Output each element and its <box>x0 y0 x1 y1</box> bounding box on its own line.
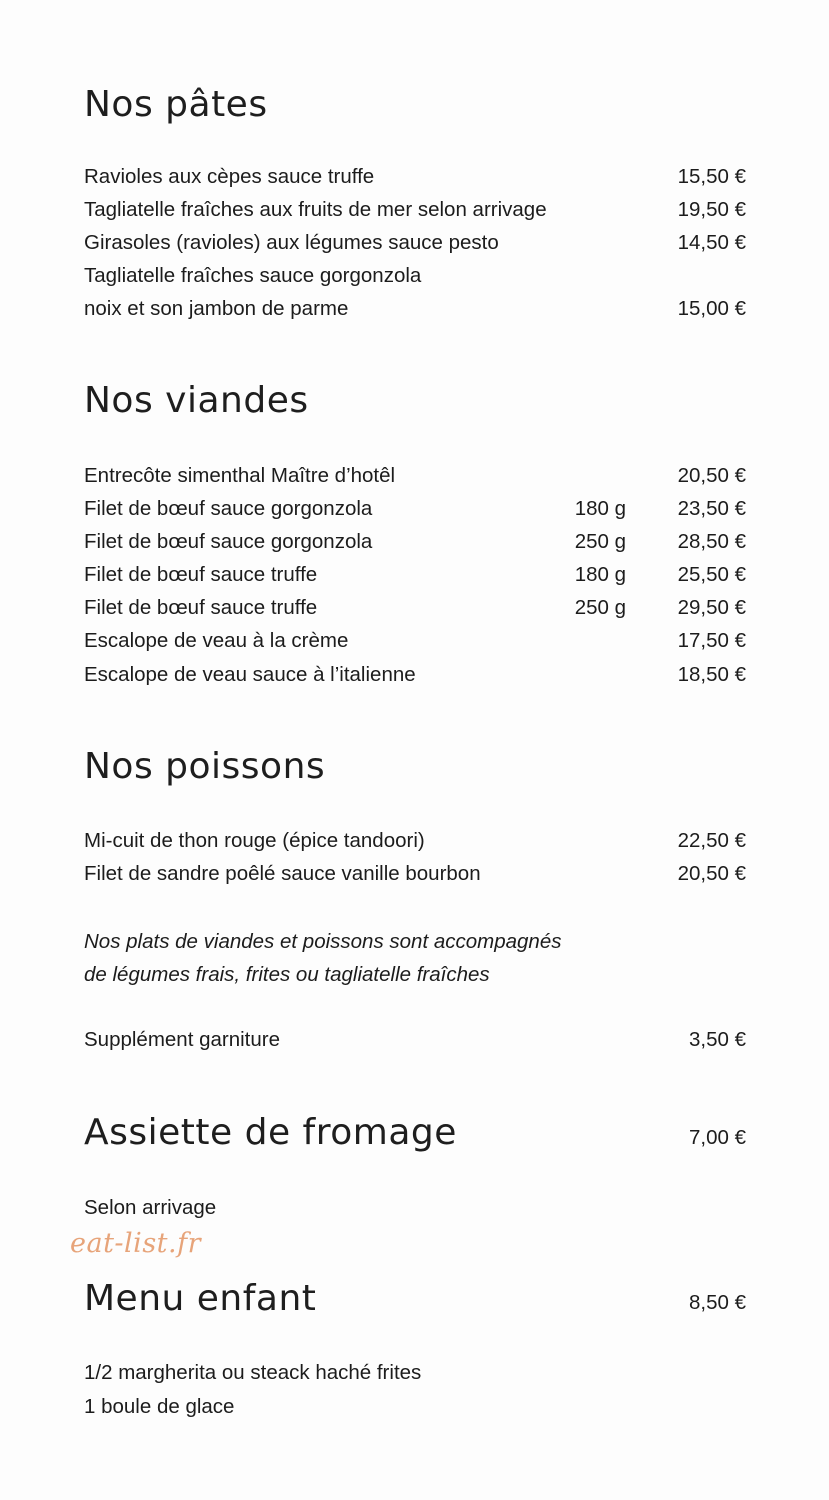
menu-item <box>84 626 746 656</box>
section-heading-viandes: Nos viandes <box>84 380 309 421</box>
accompaniment-note-line: Nos plats de viandes et poissons sont accompagnés <box>84 930 562 953</box>
item-name: Filet de bœuf sauce truffe <box>84 596 318 619</box>
section-heading-fromage: Assiette de fromage <box>84 1112 457 1153</box>
menu-item <box>84 859 746 889</box>
item-price: 20,50 € <box>677 464 746 487</box>
item-name: Tagliatelle fraîches aux fruits de mer selon arrivage <box>84 198 547 221</box>
item-name: Tagliatelle fraîches sauce gorgonzola <box>84 264 422 287</box>
supplement-row <box>84 1025 746 1055</box>
item-price: 22,50 € <box>677 829 746 852</box>
item-name: Girasoles (ravioles) aux légumes sauce pesto <box>84 231 499 254</box>
item-weight: 180 g <box>574 497 626 520</box>
item-weight: 180 g <box>574 563 626 586</box>
item-name: Escalope de veau à la crème <box>84 629 349 652</box>
fromage-description: Selon arrivage <box>84 1196 217 1219</box>
item-name: Filet de bœuf sauce gorgonzola <box>84 530 373 553</box>
item-price: 19,50 € <box>677 198 746 221</box>
enfant-price: 8,50 € <box>689 1291 746 1314</box>
menu-item <box>84 560 746 590</box>
item-name: Filet de sandre poêlé sauce vanille bourbon <box>84 862 481 885</box>
item-price: 3,50 € <box>689 1028 746 1051</box>
menu-item <box>84 660 746 690</box>
menu-item <box>84 494 746 524</box>
item-price: 15,50 € <box>677 165 746 188</box>
watermark-logo: eat-list.fr <box>70 1228 202 1259</box>
menu-item <box>84 527 746 557</box>
enfant-line: 1/2 margherita ou steack haché frites <box>84 1361 422 1384</box>
item-name: Supplément garniture <box>84 1028 281 1051</box>
item-price: 15,00 € <box>677 297 746 320</box>
item-price: 20,50 € <box>677 862 746 885</box>
item-price: 14,50 € <box>677 231 746 254</box>
item-name: Filet de bœuf sauce gorgonzola <box>84 497 373 520</box>
item-weight: 250 g <box>574 530 626 553</box>
menu-item <box>84 826 746 856</box>
item-name: noix et son jambon de parme <box>84 297 349 320</box>
item-price: 17,50 € <box>677 629 746 652</box>
item-price: 25,50 € <box>677 563 746 586</box>
menu-item <box>84 162 746 192</box>
menu-item <box>84 228 746 258</box>
item-weight: 250 g <box>574 596 626 619</box>
item-name: Filet de bœuf sauce truffe <box>84 563 318 586</box>
menu-item <box>84 593 746 623</box>
item-price: 28,50 € <box>677 530 746 553</box>
section-heading-pates: Nos pâtes <box>84 84 268 125</box>
section-heading-enfant: Menu enfant <box>84 1278 317 1319</box>
menu-item <box>84 461 746 491</box>
item-name: Escalope de veau sauce à l’italienne <box>84 663 416 686</box>
fromage-price: 7,00 € <box>689 1126 746 1149</box>
accompaniment-note-line: de légumes frais, frites ou tagliatelle fraîches <box>84 963 490 986</box>
item-price: 23,50 € <box>677 497 746 520</box>
item-name: Mi-cuit de thon rouge (épice tandoori) <box>84 829 425 852</box>
menu-item <box>84 294 746 324</box>
menu-item <box>84 195 746 225</box>
item-name: Entrecôte simenthal Maître d’hotêl <box>84 464 396 487</box>
item-name: Ravioles aux cèpes sauce truffe <box>84 165 375 188</box>
menu-item <box>84 261 746 291</box>
enfant-line: 1 boule de glace <box>84 1395 235 1418</box>
item-price: 18,50 € <box>677 663 746 686</box>
item-price: 29,50 € <box>677 596 746 619</box>
section-heading-poissons: Nos poissons <box>84 746 326 787</box>
